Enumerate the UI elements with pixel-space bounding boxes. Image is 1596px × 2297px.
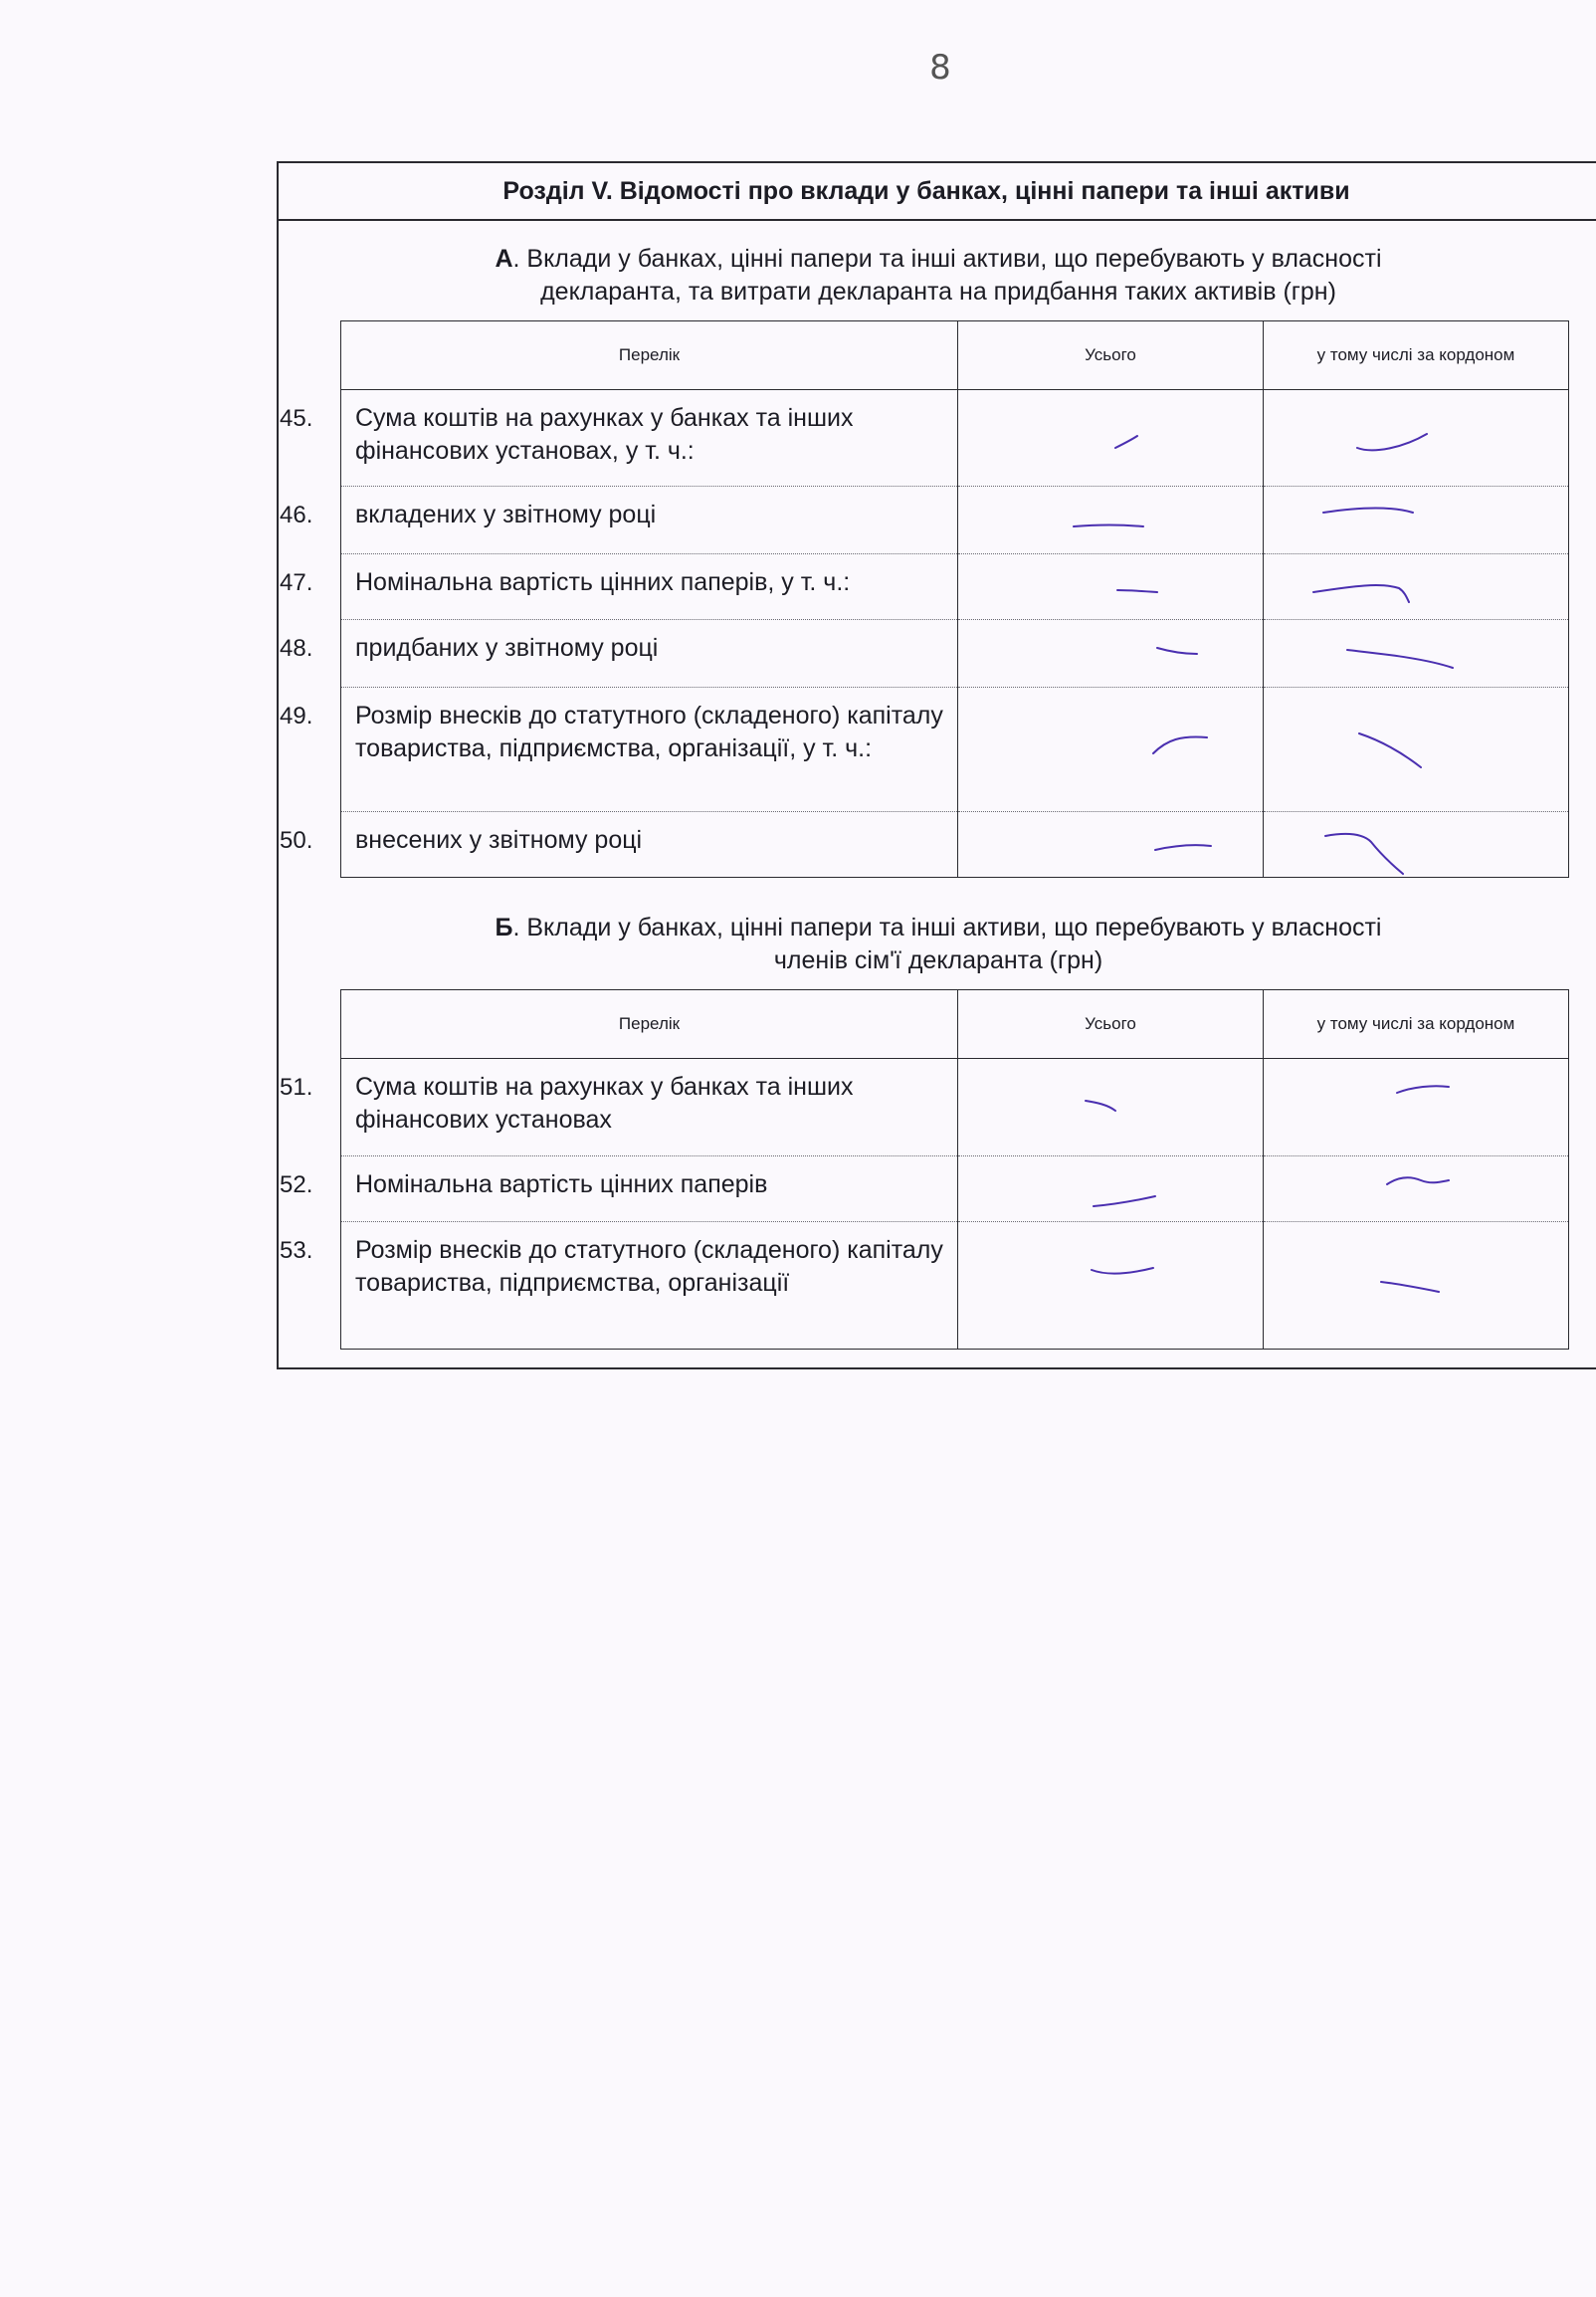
dash-mark <box>1264 390 1569 487</box>
row-label <box>280 1059 958 1156</box>
row-label-text: Сума коштів на рахунках у банках та інших фінансових установах <box>355 1073 854 1134</box>
dash-mark <box>1264 554 1569 620</box>
table-row <box>341 487 1569 554</box>
total-cell[interactable] <box>958 390 1264 487</box>
part-a-heading-line1: . Вклади у банках, цінні папери та інші активи, що перебувають у власності <box>512 245 1382 273</box>
dash-mark <box>958 1059 1264 1156</box>
column-header-abroad: у тому числі за кордоном <box>1264 321 1569 390</box>
page-number: 8 <box>929 48 951 88</box>
row-label <box>280 1156 958 1222</box>
column-header-total: Усього <box>958 990 1264 1059</box>
abroad-cell[interactable] <box>1264 1059 1569 1156</box>
row-label-text: придбаних у звітному році <box>355 634 659 662</box>
table-row <box>341 1156 1569 1222</box>
dash-mark <box>958 554 1264 620</box>
row-label <box>280 620 958 688</box>
total-cell[interactable] <box>958 1222 1264 1350</box>
dash-mark <box>1264 620 1569 688</box>
column-header-total: Усього <box>958 321 1264 390</box>
row-number: 51. <box>280 1074 313 1101</box>
abroad-cell[interactable] <box>1264 620 1569 688</box>
section-title: Розділ V. Відомості про вклади у банках, цінні папери та інші активи <box>279 163 1596 221</box>
dash-mark <box>958 620 1264 688</box>
abroad-cell[interactable] <box>1264 390 1569 487</box>
table-row <box>341 620 1569 688</box>
total-cell[interactable] <box>958 812 1264 878</box>
table-row <box>341 812 1569 878</box>
table-row <box>341 390 1569 487</box>
dash-mark <box>958 1222 1264 1350</box>
table-row <box>341 1222 1569 1350</box>
abroad-cell[interactable] <box>1264 1156 1569 1222</box>
row-number: 48. <box>280 635 313 662</box>
total-cell[interactable] <box>958 1059 1264 1156</box>
total-cell[interactable] <box>958 688 1264 812</box>
total-cell[interactable] <box>958 620 1264 688</box>
row-label-text: Розмір внесків до статутного (складеного) капіталу товариства, підприємства, організації <box>355 1236 943 1297</box>
row-label-text: Номінальна вартість цінних паперів <box>355 1170 768 1198</box>
row-number: 45. <box>280 405 313 432</box>
abroad-cell[interactable] <box>1264 487 1569 554</box>
row-label-text: Номінальна вартість цінних паперів, у т. ч.: <box>355 568 851 596</box>
dash-mark <box>958 390 1264 487</box>
row-label-text: Сума коштів на рахунках у банках та інших фінансових установах, у т. ч.: <box>355 404 854 465</box>
part-a-letter: А <box>495 245 513 273</box>
row-number: 52. <box>280 1171 313 1198</box>
dash-mark <box>1264 1156 1569 1222</box>
row-number: 53. <box>280 1237 313 1264</box>
total-cell[interactable] <box>958 554 1264 620</box>
abroad-cell[interactable] <box>1264 554 1569 620</box>
row-label <box>280 554 958 620</box>
table-header <box>341 321 1569 390</box>
dash-mark <box>958 487 1264 554</box>
total-cell[interactable] <box>958 487 1264 554</box>
part-a-table <box>280 320 1569 878</box>
row-label <box>280 487 958 554</box>
row-number: 47. <box>280 569 313 596</box>
row-label <box>280 1222 958 1350</box>
table-row <box>341 554 1569 620</box>
abroad-cell[interactable] <box>1264 812 1569 878</box>
row-label-text: внесених у звітному році <box>355 826 643 854</box>
row-label <box>280 390 958 487</box>
row-label <box>280 812 958 878</box>
dash-mark <box>1264 487 1569 554</box>
section-v <box>277 161 1596 1369</box>
column-header-list: Перелік <box>341 990 958 1059</box>
dash-mark <box>958 688 1264 812</box>
part-b-heading-line2: членів сім'ї декларанта (грн) <box>773 946 1103 974</box>
row-label <box>280 688 958 812</box>
abroad-cell[interactable] <box>1264 688 1569 812</box>
part-a-heading <box>279 243 1596 309</box>
table-row <box>341 688 1569 812</box>
column-header-list: Перелік <box>341 321 958 390</box>
abroad-cell[interactable] <box>1264 1222 1569 1350</box>
part-b-heading-line1: . Вклади у банках, цінні папери та інші активи, що перебувають у власності <box>512 914 1382 941</box>
total-cell[interactable] <box>958 1156 1264 1222</box>
row-label-text: Розмір внесків до статутного (складеного) капіталу товариства, підприємства, організації, у т. ч.: <box>355 702 943 762</box>
column-header-abroad: у тому числі за кордоном <box>1264 990 1569 1059</box>
row-number: 46. <box>280 502 313 528</box>
dash-mark <box>1264 1059 1569 1156</box>
dash-mark <box>958 812 1264 878</box>
dash-mark <box>1264 1222 1569 1350</box>
table-row <box>341 1059 1569 1156</box>
row-label-text: вкладених у звітному році <box>355 501 657 528</box>
part-b-letter: Б <box>495 914 513 941</box>
row-number: 50. <box>280 827 313 854</box>
dash-mark <box>958 1156 1264 1222</box>
part-b-heading <box>279 912 1596 977</box>
part-b-table <box>280 989 1569 1350</box>
dash-mark <box>1264 688 1569 812</box>
dash-mark <box>1264 812 1569 878</box>
table-header <box>341 990 1569 1059</box>
row-number: 49. <box>280 703 313 730</box>
part-a-heading-line2: декларанта, та витрати декларанта на придбання таких активів (грн) <box>540 278 1336 306</box>
